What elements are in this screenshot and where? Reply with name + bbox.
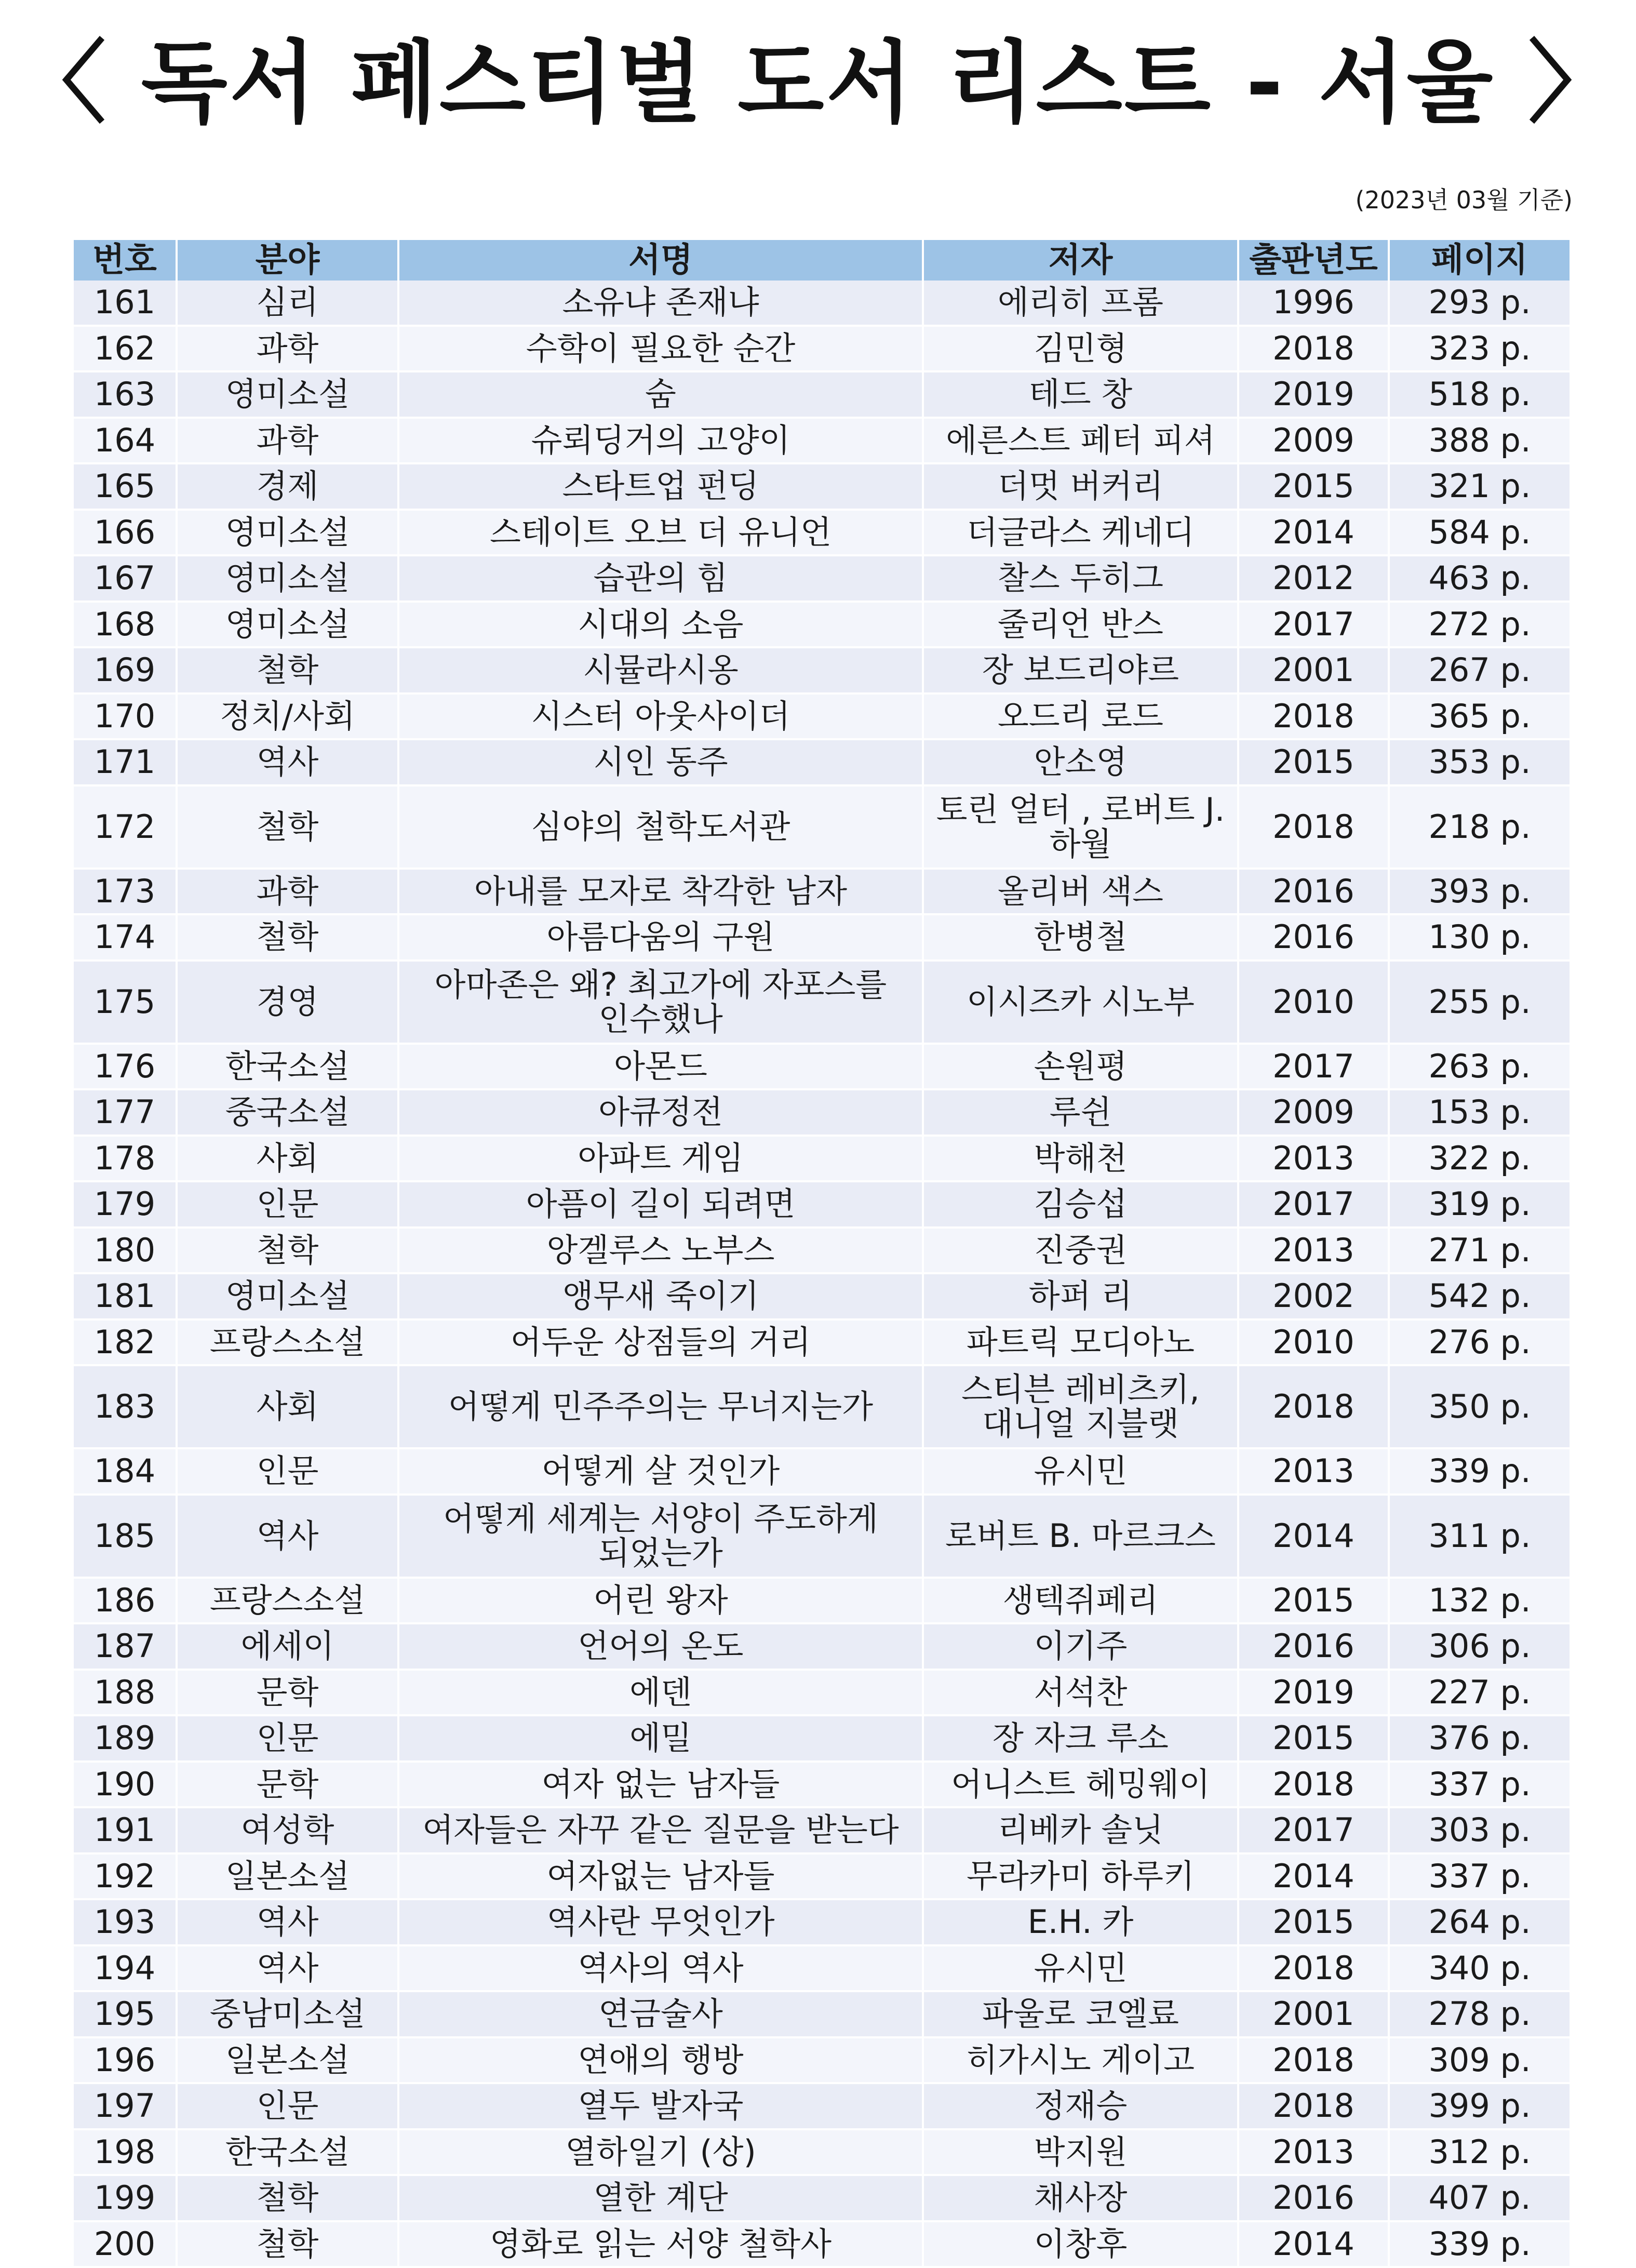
table-row [74, 2221, 1570, 2267]
cell-year: 2013 [1238, 1136, 1389, 1182]
cell-year: 2001 [1238, 647, 1389, 693]
cell-year: 2018 [1238, 326, 1389, 372]
cell-title: 스타트업 펀딩 [398, 463, 923, 510]
cell-author: 더글라스 케네디 [923, 510, 1238, 556]
cell-year: 2016 [1238, 2175, 1389, 2221]
table-row [74, 647, 1570, 693]
cell-field: 과학 [177, 418, 398, 464]
cell-field: 경제 [177, 463, 398, 510]
cell-field: 심리 [177, 281, 398, 326]
table-row [74, 281, 1570, 326]
cell-pages: 309 p. [1389, 2037, 1570, 2084]
cell-author: 어니스트 헤밍웨이 [923, 1762, 1238, 1808]
cell-number: 168 [74, 602, 177, 648]
cell-title: 여자 없는 남자들 [398, 1762, 923, 1808]
cell-title: 아마존은 왜? 최고가에 자포스를 인수했나 [398, 960, 923, 1044]
cell-author: 김민형 [923, 326, 1238, 372]
cell-year: 2018 [1238, 1365, 1389, 1448]
cell-author: 이창후 [923, 2221, 1238, 2267]
cell-field: 철학 [177, 647, 398, 693]
cell-author: 루쉰 [923, 1089, 1238, 1136]
cell-field: 역사 [177, 1495, 398, 1578]
cell-field: 에세이 [177, 1623, 398, 1670]
cell-pages: 350 p. [1389, 1365, 1570, 1448]
table-row [74, 1623, 1570, 1670]
cell-number: 192 [74, 1853, 177, 1900]
cell-pages: 311 p. [1389, 1495, 1570, 1578]
table-row [74, 1273, 1570, 1319]
cell-author: 김승섭 [923, 1181, 1238, 1228]
cell-number: 177 [74, 1089, 177, 1136]
cell-author: 박해천 [923, 1136, 1238, 1182]
cell-number: 179 [74, 1181, 177, 1228]
cell-year: 2009 [1238, 418, 1389, 464]
cell-number: 182 [74, 1319, 177, 1366]
cell-author: 하퍼 리 [923, 1273, 1238, 1319]
cell-pages: 365 p. [1389, 693, 1570, 740]
cell-year: 2002 [1238, 1273, 1389, 1319]
cell-author: 정재승 [923, 2083, 1238, 2129]
cell-year: 2018 [1238, 2037, 1389, 2084]
cell-pages: 218 p. [1389, 785, 1570, 869]
cell-field: 역사 [177, 739, 398, 785]
cell-field: 일본소설 [177, 2037, 398, 2084]
cell-author: 로버트 B. 마르크스 [923, 1495, 1238, 1578]
cell-title: 아파트 게임 [398, 1136, 923, 1182]
cell-year: 2015 [1238, 739, 1389, 785]
cell-pages: 399 p. [1389, 2083, 1570, 2129]
cell-pages: 339 p. [1389, 2221, 1570, 2267]
cell-pages: 312 p. [1389, 2129, 1570, 2176]
cell-year: 2017 [1238, 1807, 1389, 1853]
table-header-row [74, 240, 1570, 281]
cell-year: 2014 [1238, 1495, 1389, 1578]
cell-year: 2009 [1238, 1089, 1389, 1136]
cell-year: 2013 [1238, 1448, 1389, 1495]
cell-year: 2018 [1238, 693, 1389, 740]
cell-year: 2013 [1238, 2129, 1389, 2176]
cell-title: 습관의 힘 [398, 555, 923, 602]
table-row [74, 602, 1570, 648]
cell-year: 2010 [1238, 960, 1389, 1044]
cell-number: 163 [74, 371, 177, 418]
table-row [74, 1853, 1570, 1900]
cell-field: 경영 [177, 960, 398, 1044]
cell-number: 176 [74, 1044, 177, 1090]
cell-author: 생텍쥐페리 [923, 1578, 1238, 1624]
cell-pages: 353 p. [1389, 739, 1570, 785]
cell-field: 인문 [177, 1181, 398, 1228]
table-row [74, 693, 1570, 740]
cell-number: 171 [74, 739, 177, 785]
table-row [74, 1945, 1570, 1992]
cell-title: 에덴 [398, 1670, 923, 1716]
cell-title: 연금술사 [398, 1991, 923, 2037]
cell-author: 스티븐 레비츠키, 대니얼 지블랫 [923, 1365, 1238, 1448]
cell-number: 170 [74, 693, 177, 740]
cell-number: 173 [74, 869, 177, 915]
cell-year: 2019 [1238, 371, 1389, 418]
cell-field: 프랑스소설 [177, 1578, 398, 1624]
table-row [74, 1991, 1570, 2037]
table-row [74, 1578, 1570, 1624]
cell-number: 187 [74, 1623, 177, 1670]
cell-title: 심야의 철학도서관 [398, 785, 923, 869]
cell-author: 한병철 [923, 914, 1238, 960]
header-year: 출판년도 [1238, 240, 1389, 281]
cell-field: 사회 [177, 1136, 398, 1182]
table-row [74, 1448, 1570, 1495]
cell-author: 무라카미 하루키 [923, 1853, 1238, 1900]
cell-year: 2018 [1238, 785, 1389, 869]
cell-pages: 337 p. [1389, 1762, 1570, 1808]
table-row [74, 1181, 1570, 1228]
cell-author: 박지원 [923, 2129, 1238, 2176]
cell-number: 200 [74, 2221, 177, 2267]
table-row [74, 555, 1570, 602]
cell-title: 시인 동주 [398, 739, 923, 785]
cell-field: 한국소설 [177, 2129, 398, 2176]
table-row [74, 371, 1570, 418]
cell-field: 한국소설 [177, 1044, 398, 1090]
cell-author: 장 자크 루소 [923, 1715, 1238, 1762]
cell-number: 175 [74, 960, 177, 1044]
cell-year: 2012 [1238, 555, 1389, 602]
cell-title: 아픔이 길이 되려면 [398, 1181, 923, 1228]
cell-field: 과학 [177, 869, 398, 915]
cell-author: 이기주 [923, 1623, 1238, 1670]
cell-pages: 542 p. [1389, 1273, 1570, 1319]
cell-number: 190 [74, 1762, 177, 1808]
cell-pages: 303 p. [1389, 1807, 1570, 1853]
cell-field: 일본소설 [177, 1853, 398, 1900]
cell-year: 2013 [1238, 1228, 1389, 1274]
cell-pages: 319 p. [1389, 1181, 1570, 1228]
cell-year: 2001 [1238, 1991, 1389, 2037]
cell-field: 영미소설 [177, 371, 398, 418]
cell-field: 철학 [177, 2175, 398, 2221]
cell-number: 174 [74, 914, 177, 960]
cell-pages: 293 p. [1389, 281, 1570, 326]
cell-author: 파트릭 모디아노 [923, 1319, 1238, 1366]
cell-year: 1996 [1238, 281, 1389, 326]
page-title: 〈 독서 페스티벌 도서 리스트 - 서울 〉 [16, 31, 1620, 135]
cell-year: 2016 [1238, 869, 1389, 915]
cell-number: 195 [74, 1991, 177, 2037]
cell-year: 2010 [1238, 1319, 1389, 1366]
table-row [74, 1715, 1570, 1762]
table-row [74, 1495, 1570, 1578]
cell-year: 2014 [1238, 2221, 1389, 2267]
table-row [74, 1762, 1570, 1808]
table-row [74, 869, 1570, 915]
cell-pages: 276 p. [1389, 1319, 1570, 1366]
cell-pages: 227 p. [1389, 1670, 1570, 1716]
cell-title: 수학이 필요한 순간 [398, 326, 923, 372]
cell-title: 어린 왕자 [398, 1578, 923, 1624]
cell-pages: 264 p. [1389, 1899, 1570, 1945]
cell-pages: 267 p. [1389, 647, 1570, 693]
table-row [74, 960, 1570, 1044]
table-body [74, 281, 1570, 2267]
cell-number: 199 [74, 2175, 177, 2221]
cell-title: 열한 계단 [398, 2175, 923, 2221]
cell-pages: 463 p. [1389, 555, 1570, 602]
cell-year: 2015 [1238, 1899, 1389, 1945]
cell-pages: 518 p. [1389, 371, 1570, 418]
cell-pages: 584 p. [1389, 510, 1570, 556]
cell-author: 테드 창 [923, 371, 1238, 418]
table-row [74, 326, 1570, 372]
table-row [74, 2129, 1570, 2176]
cell-field: 중국소설 [177, 1089, 398, 1136]
cell-number: 161 [74, 281, 177, 326]
cell-pages: 263 p. [1389, 1044, 1570, 1090]
cell-number: 167 [74, 555, 177, 602]
cell-number: 189 [74, 1715, 177, 1762]
cell-field: 문학 [177, 1670, 398, 1716]
cell-author: 이시즈카 시노부 [923, 960, 1238, 1044]
cell-title: 아내를 모자로 착각한 남자 [398, 869, 923, 915]
cell-title: 소유냐 존재냐 [398, 281, 923, 326]
cell-number: 194 [74, 1945, 177, 1992]
cell-pages: 255 p. [1389, 960, 1570, 1044]
cell-author: 리베카 솔닛 [923, 1807, 1238, 1853]
cell-field: 철학 [177, 785, 398, 869]
table-row [74, 785, 1570, 869]
cell-field: 과학 [177, 326, 398, 372]
cell-title: 아름다움의 구원 [398, 914, 923, 960]
cell-year: 2014 [1238, 1853, 1389, 1900]
cell-number: 193 [74, 1899, 177, 1945]
cell-year: 2018 [1238, 1762, 1389, 1808]
cell-author: 올리버 색스 [923, 869, 1238, 915]
cell-title: 언어의 온도 [398, 1623, 923, 1670]
cell-author: 안소영 [923, 739, 1238, 785]
cell-title: 스테이트 오브 더 유니언 [398, 510, 923, 556]
cell-author: 서석찬 [923, 1670, 1238, 1716]
cell-pages: 337 p. [1389, 1853, 1570, 1900]
cell-number: 185 [74, 1495, 177, 1578]
header-title: 서명 [398, 240, 923, 281]
cell-year: 2017 [1238, 602, 1389, 648]
cell-number: 180 [74, 1228, 177, 1274]
cell-field: 철학 [177, 1228, 398, 1274]
cell-title: 어두운 상점들의 거리 [398, 1319, 923, 1366]
cell-year: 2017 [1238, 1181, 1389, 1228]
cell-pages: 153 p. [1389, 1089, 1570, 1136]
table-row [74, 914, 1570, 960]
cell-number: 178 [74, 1136, 177, 1182]
basis-date-note: (2023년 03월 기준) [1355, 186, 1573, 214]
cell-author: 줄리언 반스 [923, 602, 1238, 648]
cell-number: 196 [74, 2037, 177, 2084]
cell-year: 2015 [1238, 1715, 1389, 1762]
cell-number: 183 [74, 1365, 177, 1448]
cell-title: 앙겔루스 노부스 [398, 1228, 923, 1274]
cell-field: 영미소설 [177, 1273, 398, 1319]
table-row [74, 510, 1570, 556]
cell-field: 중남미소설 [177, 1991, 398, 2037]
cell-title: 시뮬라시옹 [398, 647, 923, 693]
table-row [74, 1228, 1570, 1274]
cell-number: 165 [74, 463, 177, 510]
cell-author: 유시민 [923, 1448, 1238, 1495]
cell-year: 2014 [1238, 510, 1389, 556]
cell-title: 열두 발자국 [398, 2083, 923, 2129]
cell-title: 어떻게 민주주의는 무너지는가 [398, 1365, 923, 1448]
cell-field: 인문 [177, 1448, 398, 1495]
cell-number: 162 [74, 326, 177, 372]
cell-author: 히가시노 게이고 [923, 2037, 1238, 2084]
cell-year: 2018 [1238, 2083, 1389, 2129]
cell-title: 여자들은 자꾸 같은 질문을 받는다 [398, 1807, 923, 1853]
cell-year: 2015 [1238, 1578, 1389, 1624]
cell-number: 181 [74, 1273, 177, 1319]
cell-year: 2016 [1238, 1623, 1389, 1670]
table-row [74, 1365, 1570, 1448]
book-list-table [74, 240, 1570, 2268]
cell-author: 에리히 프롬 [923, 281, 1238, 326]
cell-title: 역사의 역사 [398, 1945, 923, 1992]
cell-title: 에밀 [398, 1715, 923, 1762]
cell-author: 채사장 [923, 2175, 1238, 2221]
cell-pages: 132 p. [1389, 1578, 1570, 1624]
cell-pages: 306 p. [1389, 1623, 1570, 1670]
cell-number: 172 [74, 785, 177, 869]
cell-pages: 376 p. [1389, 1715, 1570, 1762]
cell-title: 슈뢰딩거의 고양이 [398, 418, 923, 464]
cell-field: 프랑스소설 [177, 1319, 398, 1366]
table-row [74, 1899, 1570, 1945]
cell-field: 사회 [177, 1365, 398, 1448]
cell-field: 역사 [177, 1899, 398, 1945]
cell-pages: 393 p. [1389, 869, 1570, 915]
cell-pages: 272 p. [1389, 602, 1570, 648]
cell-pages: 323 p. [1389, 326, 1570, 372]
cell-field: 철학 [177, 914, 398, 960]
cell-year: 2018 [1238, 1945, 1389, 1992]
cell-title: 역사란 무엇인가 [398, 1899, 923, 1945]
cell-number: 169 [74, 647, 177, 693]
cell-pages: 407 p. [1389, 2175, 1570, 2221]
cell-year: 2017 [1238, 1044, 1389, 1090]
table-row [74, 1044, 1570, 1090]
cell-field: 영미소설 [177, 602, 398, 648]
cell-number: 197 [74, 2083, 177, 2129]
cell-year: 2016 [1238, 914, 1389, 960]
cell-field: 여성학 [177, 1807, 398, 1853]
table-row [74, 1089, 1570, 1136]
cell-number: 186 [74, 1578, 177, 1624]
cell-author: 손원평 [923, 1044, 1238, 1090]
cell-number: 184 [74, 1448, 177, 1495]
table-row [74, 1807, 1570, 1853]
cell-number: 164 [74, 418, 177, 464]
cell-author: 유시민 [923, 1945, 1238, 1992]
cell-title: 어떻게 세계는 서양이 주도하게 되었는가 [398, 1495, 923, 1578]
cell-field: 영미소설 [177, 555, 398, 602]
cell-author: 에른스트 페터 피셔 [923, 418, 1238, 464]
cell-field: 역사 [177, 1945, 398, 1992]
cell-title: 시스터 아웃사이더 [398, 693, 923, 740]
table-row [74, 2037, 1570, 2084]
cell-title: 앵무새 죽이기 [398, 1273, 923, 1319]
header-pages: 페이지 [1389, 240, 1570, 281]
cell-title: 시대의 소음 [398, 602, 923, 648]
cell-pages: 321 p. [1389, 463, 1570, 510]
cell-year: 2019 [1238, 1670, 1389, 1716]
cell-author: 장 보드리야르 [923, 647, 1238, 693]
table-row [74, 1319, 1570, 1366]
cell-author: 토린 얼터 , 로버트 J. 하월 [923, 785, 1238, 869]
cell-pages: 340 p. [1389, 1945, 1570, 1992]
table-row [74, 418, 1570, 464]
header-number: 번호 [74, 240, 177, 281]
cell-author: 파울로 코엘료 [923, 1991, 1238, 2037]
cell-title: 연애의 행방 [398, 2037, 923, 2084]
cell-author: 찰스 두히그 [923, 555, 1238, 602]
cell-pages: 339 p. [1389, 1448, 1570, 1495]
cell-pages: 130 p. [1389, 914, 1570, 960]
cell-field: 영미소설 [177, 510, 398, 556]
cell-number: 188 [74, 1670, 177, 1716]
cell-title: 영화로 읽는 서양 철학사 [398, 2221, 923, 2267]
table-row [74, 2175, 1570, 2221]
cell-author: 오드리 로드 [923, 693, 1238, 740]
cell-number: 191 [74, 1807, 177, 1853]
cell-title: 열하일기 (상) [398, 2129, 923, 2176]
cell-author: E.H. 카 [923, 1899, 1238, 1945]
cell-field: 철학 [177, 2221, 398, 2267]
cell-number: 166 [74, 510, 177, 556]
cell-title: 여자없는 남자들 [398, 1853, 923, 1900]
cell-number: 198 [74, 2129, 177, 2176]
cell-field: 문학 [177, 1762, 398, 1808]
table-row [74, 2083, 1570, 2129]
cell-title: 아몬드 [398, 1044, 923, 1090]
cell-title: 어떻게 살 것인가 [398, 1448, 923, 1495]
cell-year: 2015 [1238, 463, 1389, 510]
cell-pages: 271 p. [1389, 1228, 1570, 1274]
cell-pages: 278 p. [1389, 1991, 1570, 2037]
cell-field: 정치/사회 [177, 693, 398, 740]
header-author: 저자 [923, 240, 1238, 281]
cell-pages: 388 p. [1389, 418, 1570, 464]
header-field: 분야 [177, 240, 398, 281]
table-row [74, 463, 1570, 510]
cell-pages: 322 p. [1389, 1136, 1570, 1182]
table-row [74, 739, 1570, 785]
cell-author: 더멋 버커리 [923, 463, 1238, 510]
cell-author: 진중권 [923, 1228, 1238, 1274]
cell-field: 인문 [177, 2083, 398, 2129]
cell-field: 인문 [177, 1715, 398, 1762]
table-row [74, 1136, 1570, 1182]
cell-title: 숨 [398, 371, 923, 418]
cell-title: 아큐정전 [398, 1089, 923, 1136]
table-row [74, 1670, 1570, 1716]
